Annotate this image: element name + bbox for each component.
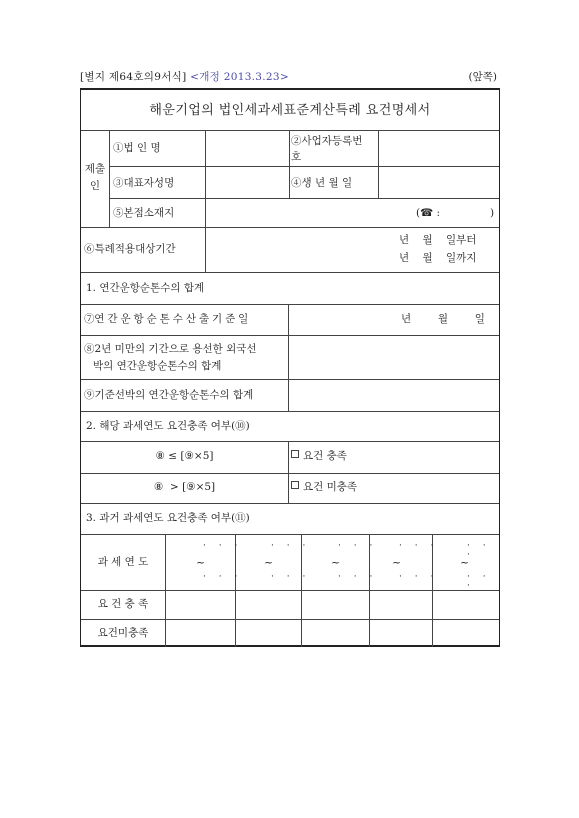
year-5-from: · · · [467,541,491,560]
year-5-tilde: ~ [460,556,470,569]
phone-close: ) [490,207,495,219]
biz-reg-no-label-line2: 호 [291,151,302,163]
year-2-from: · · · [271,541,311,551]
section3-heading: 3. 과거 과세연도 요건충족 여부(⑪) [86,512,250,524]
year-5-to: · · · [467,572,491,591]
submitter-label-top: 제출 [84,163,106,175]
rep-name-label: ③대표자성명 [113,177,175,189]
year-1-to: · · · [203,572,243,582]
row7-date-value: 년 월 일 [401,313,485,325]
corp-name-label: ①법 인 명 [113,142,161,154]
year-4-tilde: ~ [392,556,402,569]
revision-date: <개정 2013.3.23> [190,71,289,83]
phone-open: (☎ : [416,207,441,219]
hq-address-label: ⑤본점소재지 [113,207,175,219]
condition-met-option [291,450,347,463]
checkbox-met[interactable] [291,450,299,458]
requirements-form [80,88,500,647]
requirement-unmet-label: 요건미충족 [97,627,149,639]
special-period-label: ⑥특례적용대상기간 [84,243,176,255]
section1-heading: 1. 연간운항순톤수의 합계 [86,282,205,294]
row8-label-line1: ⑧2년 미만의 기간으로 용선한 외국선 [84,343,257,355]
year-4-to: · · · [399,572,439,582]
period-to: 년 월 일까지 [399,252,477,264]
year-1-from: · · · [203,541,243,551]
form-number-header [80,69,289,84]
row9-label: ⑨기준선박의 연간운항순톤수의 합계 [84,389,254,401]
biz-reg-no-label-line1: ②사업자등록번 [291,135,363,147]
form-title: 해운기업의 법인세과세표준계산특례 요건명세서 [149,103,431,118]
period-from: 년 월 일부터 [399,234,477,246]
row7-label: ⑦연 간 운 항 순 톤 수 산 출 기 준 일 [84,313,249,325]
section2-heading: 2. 해당 과세연도 요건충족 여부(⑩) [86,420,250,432]
year-3-from: · · · [338,541,378,551]
year-4-from: · · · [399,541,439,551]
year-2-to: · · · [271,572,311,582]
condition-met-formula: ⑧ ≤ [⑨×5] [155,450,214,462]
condition-unmet-option [291,481,357,494]
year-3-to: · · · [338,572,378,582]
submitter-label-bottom: 인 [89,180,101,192]
condition-unmet-formula: ⑧ > [⑨×5] [153,481,216,493]
year-2-tilde: ~ [264,556,274,569]
year-1-tilde: ~ [196,556,206,569]
form-number: [별지 제64호의9서식] [80,71,187,83]
condition-met-label: 요건 충족 [303,450,347,462]
checkbox-unmet[interactable] [291,481,299,489]
page-side-label: (앞쪽) [468,71,497,83]
condition-unmet-label: 요건 미충족 [303,481,358,493]
requirement-met-label: 요 건 충 족 [97,598,149,610]
row8-label-line2: 박의 연간운항순톤수의 합계 [93,360,222,372]
birth-date-label: ④생 년 월 일 [291,177,353,189]
year-3-tilde: ~ [331,556,341,569]
tax-year-label: 과 세 연 도 [97,556,149,568]
